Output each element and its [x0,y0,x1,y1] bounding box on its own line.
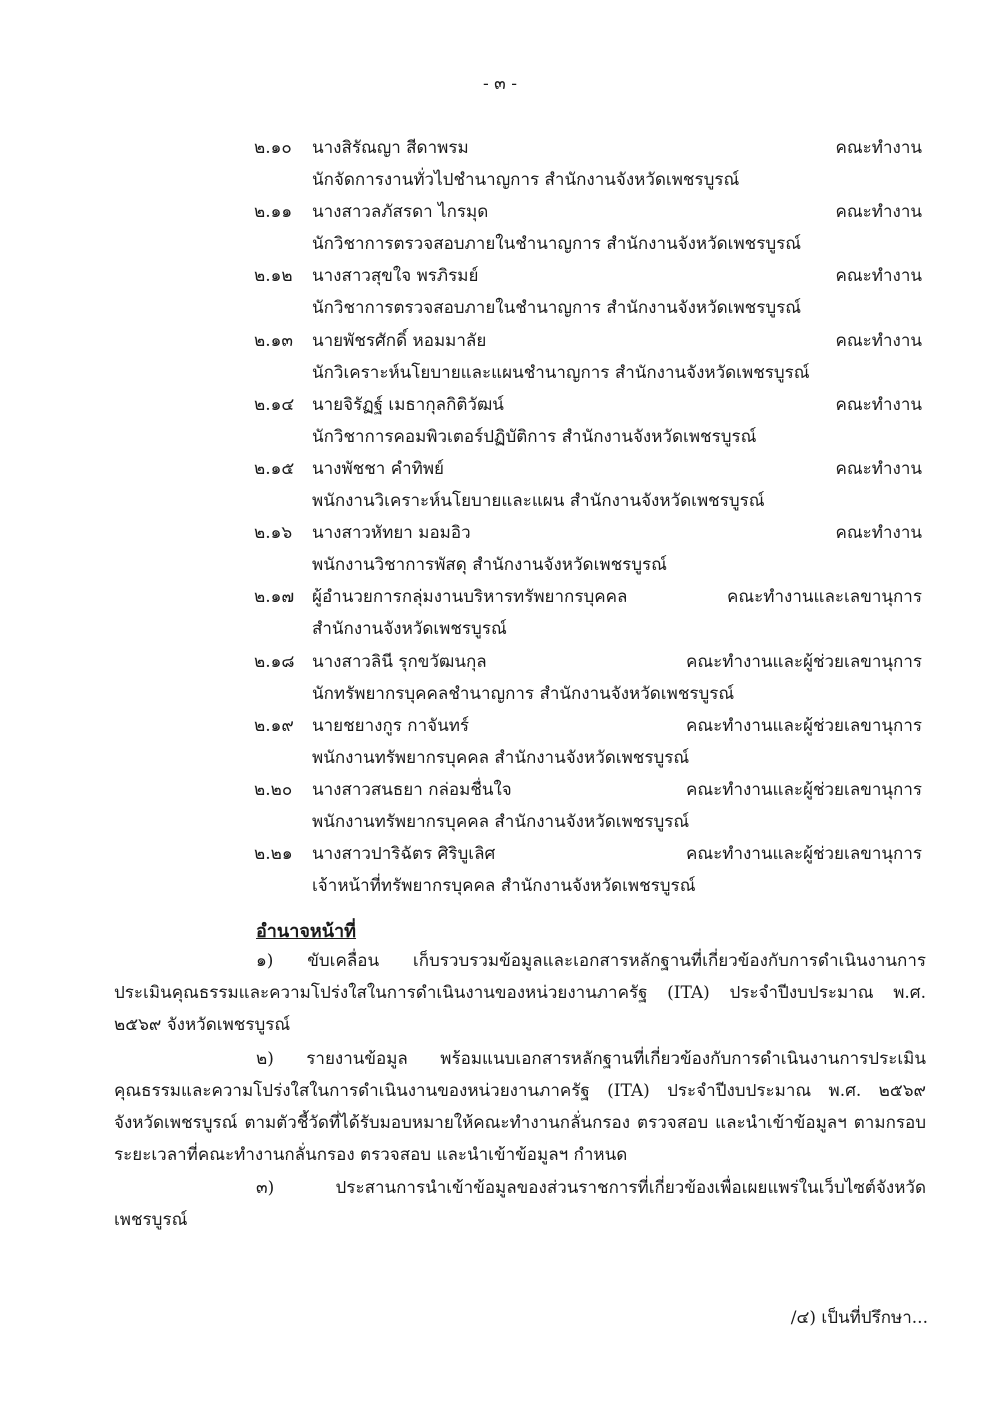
entry-number: ๒.๑๔ [254,394,295,415]
continuation-marker: /๔) เป็นที่ปรึกษา... [790,1308,928,1328]
entry-role: คณะทำงาน [835,523,922,544]
committee-entry [0,194,1000,258]
entry-name: ผู้อำนวยการกลุ่มงานบริหารทรัพยากรบุคคล [312,587,628,608]
entry-name: นายชยางกูร กาจันทร์ [312,715,470,736]
entry-position: พนักงานวิเคราะห์นโยบายและแผน สำนักงานจังหวัดเพชรบูรณ์ [312,490,765,511]
entry-position: นักวิชาการตรวจสอบภายในชำนาญการ สำนักงานจังหวัดเพชรบูรณ์ [312,234,802,255]
committee-entry [0,451,1000,515]
entry-position: นักจัดการงานทั่วไปชำนาญการ สำนักงานจังหวัดเพชรบูรณ์ [312,170,740,190]
entry-position: นักวิชาการคอมพิวเตอร์ปฏิบัติการ สำนักงานจังหวัดเพชรบูรณ์ [312,426,757,447]
entry-number: ๒.๑๐ [254,138,292,158]
entry-number: ๒.๒๑ [254,844,293,865]
committee-entry [0,515,1000,579]
entry-position: นักวิเคราะห์นโยบายและแผนชำนาญการ สำนักงานจังหวัดเพชรบูรณ์ [312,362,810,383]
duty-paragraph: ๒) รายงานข้อมูล พร้อมแนบเอกสารหลักฐานที่เกี่ยวข้องกับการดำเนินงานการประเมินคุณธรรมและความโปร่งใสในการดำเนินงานของหน่วยงานภาครัฐ (ITA) ประจำปีงบประมาณ พ.ศ. ๒๕๖๙ จังหวัดเพชรบูรณ์ ตามตัวชี้วัดที่ได้รับมอบหมายให้คณะทำงานกลั่นกรอง ตรวจสอบ และนำเข้าข้อมูลฯ ตามกรอบระยะเวลาที่คณะทำงานกลั่นกรอง ตรวจสอบ และนำเข้าข้อมูลฯ กำหนด [114,1049,926,1165]
entry-role: คณะทำงาน [835,202,922,223]
duty-paragraph: ๑) ขับเคลื่อน เก็บรวบรวมข้อมูลและเอกสารหลักฐานที่เกี่ยวข้องกับการดำเนินงานการประเมินคุณธรรมและความโปร่งใสในการดำเนินงานของหน่วยงานภาครัฐ (ITA) ประจำปีงบประมาณ พ.ศ. ๒๕๖๙ จังหวัดเพชรบูรณ์ [114,951,926,1035]
entry-role: คณะทำงาน [835,458,922,479]
committee-entry [0,130,1000,194]
committee-list [0,130,1000,900]
entry-position: พนักงานทรัพยากรบุคคล สำนักงานจังหวัดเพชรบูรณ์ [312,811,690,832]
entry-role: คณะทำงานและผู้ช่วยเลขานุการ [686,779,922,800]
entry-role: คณะทำงานและผู้ช่วยเลขานุการ [686,844,922,865]
entry-number: ๒.๑๓ [254,330,294,351]
entry-name: นางพัชชา คำทิพย์ [312,458,444,479]
entry-number: ๒.๑๒ [254,266,293,287]
entry-name: นางสาวสนธยา กล่อมชื่นใจ [312,779,512,800]
entry-name: นางสาวปาริฉัตร ศิริบูเลิศ [312,844,496,865]
entry-name: นางสาวสุขใจ พรภิรมย์ [312,266,479,287]
entry-position: เจ้าหน้าที่ทรัพยากรบุคคล สำนักงานจังหวัดเพชรบูรณ์ [312,876,696,897]
entry-role: คณะทำงาน [835,138,922,158]
entry-name: นางสาวลินี รุกขวัฒนกุล [312,651,487,672]
committee-entry [0,258,1000,322]
entry-number: ๒.๑๗ [254,587,295,608]
entry-role: คณะทำงานและเลขานุการ [727,587,922,608]
entry-position: พนักงานวิชาการพัสดุ สำนักงานจังหวัดเพชรบูรณ์ [312,555,667,576]
committee-entry [0,644,1000,708]
entry-position: นักทรัพยากรบุคคลชำนาญการ สำนักงานจังหวัดเพชรบูรณ์ [312,683,735,704]
entry-name: นายพัชรศักดิ์ หอมมาลัย [312,330,487,351]
entry-role: คณะทำงาน [835,394,922,415]
entry-number: ๒.๒๐ [254,779,293,800]
committee-entry [0,708,1000,772]
entry-number: ๒.๑๖ [254,523,293,544]
entry-name: นายจิรัฏฐ์ เมธากุลกิติวัฒน์ [312,394,504,415]
entry-position: พนักงานทรัพยากรบุคคล สำนักงานจังหวัดเพชรบูรณ์ [312,747,690,768]
entry-number: ๒.๑๕ [254,458,295,479]
duties-heading: อำนาจหน้าที่ [256,921,357,942]
entry-role: คณะทำงานและผู้ช่วยเลขานุการ [686,715,922,736]
committee-entry [0,836,1000,900]
entry-name: นางสาวลภัสรดา ไกรมุด [312,202,489,223]
entry-number: ๒.๑๙ [254,715,294,736]
entry-role: คณะทำงาน [835,330,922,351]
committee-entry [0,323,1000,387]
entry-position: สำนักงานจังหวัดเพชรบูรณ์ [312,619,507,640]
entry-role: คณะทำงานและผู้ช่วยเลขานุการ [686,651,922,672]
duty-paragraph: ๓) ประสานการนำเข้าข้อมูลของส่วนราชการที่เกี่ยวข้องเพื่อเผยแพร่ในเว็บไซต์จังหวัดเพชรบูรณ์ [114,1178,926,1230]
entry-position: นักวิชาการตรวจสอบภายในชำนาญการ สำนักงานจังหวัดเพชรบูรณ์ [312,298,802,319]
committee-entry [0,387,1000,451]
committee-entry [0,579,1000,643]
entry-name: นางสาวหัทยา มอมอิว [312,523,471,544]
entry-name: นางสิรัณญา สีดาพรม [312,138,469,158]
entry-role: คณะทำงาน [835,266,922,287]
page-number: - ๓ - [483,74,517,94]
entry-number: ๒.๑๑ [254,202,293,223]
committee-entry [0,772,1000,836]
entry-number: ๒.๑๘ [254,651,295,672]
